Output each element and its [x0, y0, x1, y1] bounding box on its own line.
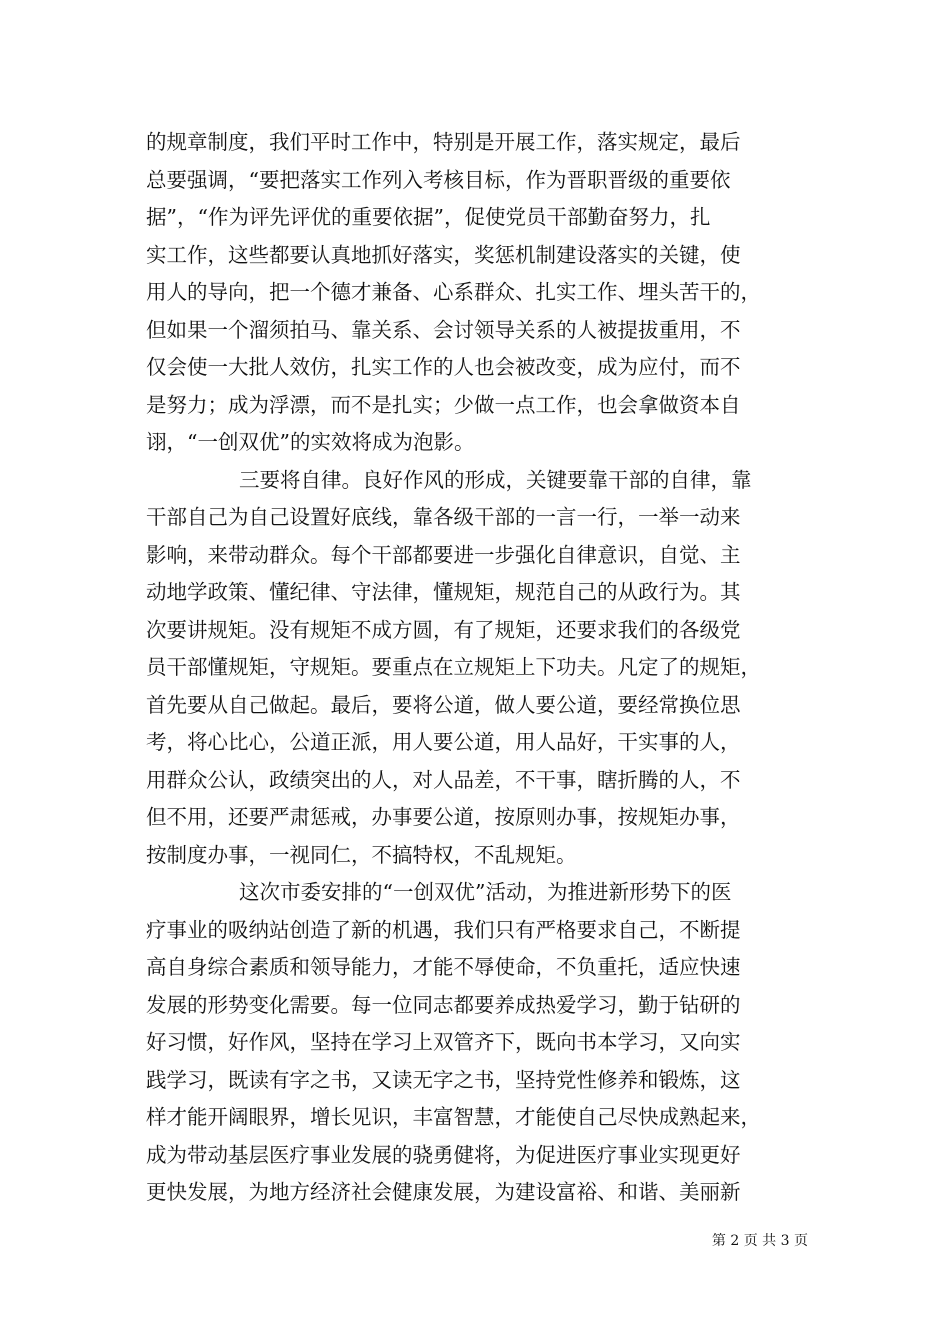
text-line: [146, 199, 810, 237]
line-text: 这次市委安排的“一创双优”活动，为推进新形势下的医: [239, 880, 732, 904]
line-text: 干部自己为自己设置好底线，靠各级干部的一言一行，一举一动来: [146, 505, 741, 529]
text-line: [146, 762, 810, 800]
line-text: 发展的形势变化需要。每一位同志都要养成热爱学习，勤于钻研的: [146, 992, 741, 1017]
text-line: [146, 312, 810, 350]
line-text: 践学习，既读有字之书，又读无字之书，坚持党性修养和锻炼，这: [146, 1067, 741, 1092]
document-body: [146, 124, 810, 1212]
text-line: [146, 837, 810, 875]
text-line: [146, 537, 810, 575]
line-text: 的规章制度，我们平时工作中，特别是开展工作，落实规定，最后: [146, 130, 741, 154]
line-text: 总要强调，“要把落实工作列入考核目标，作为晋职晋级的重要依: [146, 167, 731, 192]
paragraph-1: [146, 124, 810, 462]
text-line: [146, 1062, 810, 1100]
text-line: [146, 949, 810, 987]
text-line: [146, 1174, 810, 1212]
line-text: 实工作，这些都要认真地抓好落实，奖惩机制建设落实的关键，使: [146, 242, 741, 267]
paragraph-3: [146, 874, 810, 1212]
text-line: [146, 724, 810, 762]
line-text: 疗事业的吸纳站创造了新的机遇，我们只有严格要求自己，不断提: [146, 917, 741, 942]
line-text: 考，将心比心，公道正派，用人要公道，用人品好，干实事的人，: [146, 730, 741, 754]
text-line: [146, 649, 810, 687]
line-text: 但不用，还要严肃惩戒，办事要公道，按原则办事，按规矩办事，: [146, 805, 741, 829]
text-line: [146, 987, 810, 1025]
text-line: [146, 799, 810, 837]
line-text: 成为带动基层医疗事业发展的骁勇健将，为促进医疗事业实现更好: [146, 1142, 741, 1167]
line-text: 好习惯，好作风，坚持在学习上双管齐下，既向书本学习，又向实: [146, 1030, 741, 1054]
line-text: 员干部懂规矩，守规矩。要重点在立规矩上下功夫。凡定了的规矩，: [146, 655, 761, 679]
line-text: 影响，来带动群众。每个干部都要进一步强化自律意识，自觉、主: [146, 542, 741, 567]
text-line: [146, 874, 810, 912]
text-line: [146, 1099, 810, 1137]
text-line: [146, 387, 810, 425]
text-line: [146, 274, 810, 312]
line-text: 用群众公认，政绩突出的人，对人品差，不干事，瞎折腾的人，不: [146, 767, 741, 792]
line-text: 按制度办事，一视同仁，不搞特权，不乱规矩。: [146, 842, 577, 867]
text-line: [146, 462, 810, 500]
text-line: [146, 237, 810, 275]
text-line: [146, 162, 810, 200]
line-text: 诩，“一创双优”的实效将成为泡影。: [146, 430, 475, 454]
line-text: 高自身综合素质和领导能力，才能不辱使命，不负重托，适应快速: [146, 955, 741, 979]
line-text: 样才能开阔眼界，增长见识，丰富智慧，才能使自己尽快成熟起来，: [146, 1105, 761, 1129]
line-text: 更快发展，为地方经济社会健康发展，为建设富裕、和谐、美丽新: [146, 1180, 741, 1204]
text-line: [146, 424, 810, 462]
text-line: [146, 574, 810, 612]
text-line: [146, 687, 810, 725]
text-line: [146, 912, 810, 950]
text-line: [146, 1137, 810, 1175]
line-text: 仅会使一大批人效仿，扎实工作的人也会被改变，成为应付，而不: [146, 355, 741, 379]
page-number: 第 2 页 共 3 页: [711, 1233, 808, 1249]
line-text: 据”，“作为评先评优的重要依据”，促使党员干部勤奋努力，扎: [146, 205, 711, 229]
text-line: [146, 124, 810, 162]
line-text: 动地学政策、懂纪律、守法律，懂规矩，规范自己的从政行为。其: [146, 580, 741, 604]
text-line: [146, 349, 810, 387]
line-text: 三要将自律。良好作风的形成，关键要靠干部的自律，靠: [239, 467, 752, 492]
line-text: 次要讲规矩。没有规矩不成方圆，有了规矩，还要求我们的各级党: [146, 617, 741, 642]
paragraph-2: [146, 462, 810, 875]
line-text: 用人的导向，把一个德才兼备、心系群众、扎实工作、埋头苦干的，: [146, 280, 761, 304]
text-line: [146, 612, 810, 650]
line-text: 但如果一个溜须拍马、靠关系、会讨领导关系的人被提拔重用，不: [146, 317, 741, 342]
text-line: [146, 1024, 810, 1062]
line-text: 首先要从自己做起。最后，要将公道，做人要公道，要经常换位思: [146, 692, 741, 717]
text-line: [146, 499, 810, 537]
line-text: 是努力；成为浮漂，而不是扎实；少做一点工作，也会拿做资本自: [146, 392, 741, 417]
